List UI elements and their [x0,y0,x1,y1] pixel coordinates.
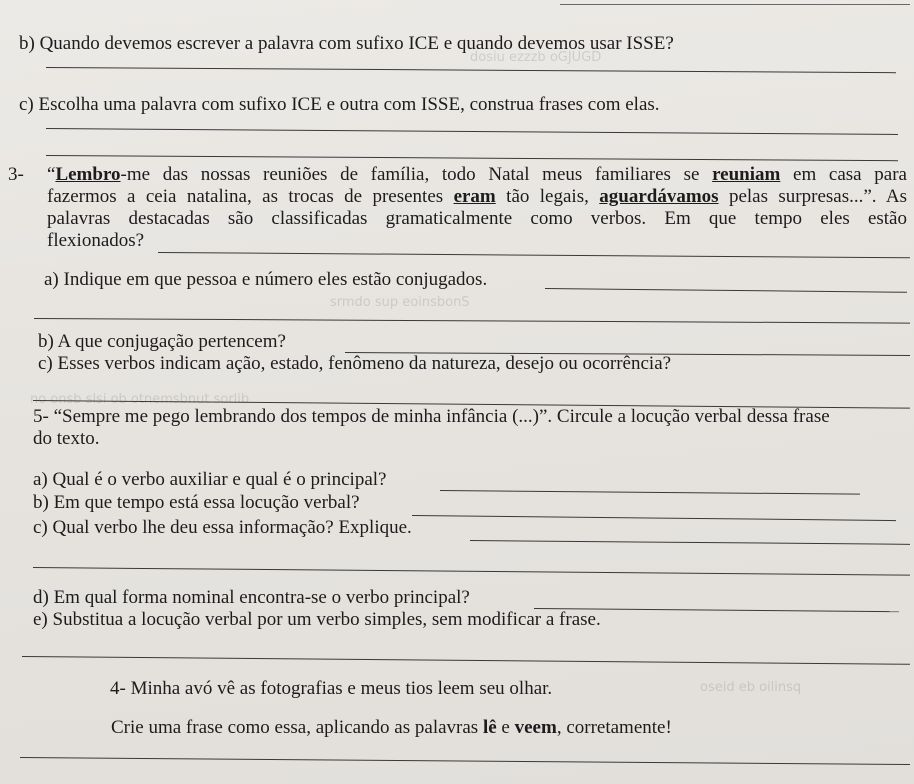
answer-line[interactable] [33,567,910,576]
answer-line[interactable] [470,540,910,545]
question-4-line-1: 4- Minha avó vê as fotografias e meus tios leem seu olhar. [110,678,553,699]
answer-line[interactable] [440,490,860,495]
question-3-number: 3- [8,164,24,185]
question-3a: a) Indique em que pessoa e número eles estão conjugados. [44,269,488,290]
question-5c: c) Qual verbo lhe deu essa informação? Explique. [33,517,412,538]
highlighted-verb-aguardavamos: aguardávamos [599,186,719,207]
question-5d: d) Em qual forma nominal encontra-se o verbo principal? [33,587,470,608]
question-3-line-4: flexionados? [47,230,145,251]
answer-line[interactable] [46,67,896,73]
question-3c: c) Esses verbos indicam ação, estado, fenômeno da natureza, desejo ou ocorrência? [38,353,672,374]
question-3-line-3: palavras destacadas são classificadas gramaticalmente como verbos. Em que tempo eles estão [47,208,907,229]
highlighted-word-veem: veem [514,717,557,738]
answer-line[interactable] [22,656,910,665]
question-5-line-2: do texto. [33,428,100,449]
answer-line[interactable] [20,757,910,765]
answer-line[interactable] [158,252,910,258]
answer-line[interactable] [46,155,898,161]
highlighted-word-le: lê [482,717,497,738]
question-4-line-2: Crie uma frase como essa, aplicando as palavras lê e veem, corretamente! [111,717,672,738]
answer-line[interactable] [34,318,910,324]
highlighted-verb-reuniam: reuniam [712,164,781,185]
answer-line[interactable] [412,515,896,521]
question-3b: b) A que conjugação pertencem? [38,331,286,352]
bleed-through-text: srmdo sup eoinsbonS [330,295,470,310]
bleed-through-text: oseid eb oilinsq [700,680,802,695]
answer-line[interactable] [545,288,907,293]
question-5a: a) Qual é o verbo auxiliar e qual é o principal? [33,469,387,490]
highlighted-verb-eram: eram [453,186,496,207]
question-5b: b) Em que tempo está essa locução verbal? [33,492,360,513]
question-5e: e) Substitua a locução verbal por um verbo simples, sem modificar a frase. [33,609,601,630]
answer-line[interactable] [46,128,898,135]
question-3-line-2: fazermos a ceia natalina, as trocas de presentes eram tão legais, aguardávamos pelas surpresas...”. As [47,186,908,207]
question-2b: b) Quando devemos escrever a palavra com sufixo ICE e quando devemos usar ISSE? [19,33,674,54]
question-2c: c) Escolha uma palavra com sufixo ICE e outra com ISSE, construa frases com elas. [19,94,660,115]
bleed-through-text: no onsb slsi ob otnemsbnut sorlib [30,392,250,407]
bleed-through-text: dosiu ezzzb oGJUGD [470,50,602,65]
highlighted-verb-lembro: Lembro [55,164,121,185]
question-5-line-1: 5- “Sempre me pego lembrando dos tempos de minha infância (...)”. Circule a locução verbal dessa frase [33,406,830,427]
question-3-line-1: “Lembro-me das nossas reuniões de família, todo Natal meus familiares se reuniam em casa para [47,164,907,185]
top-rule [560,4,910,5]
